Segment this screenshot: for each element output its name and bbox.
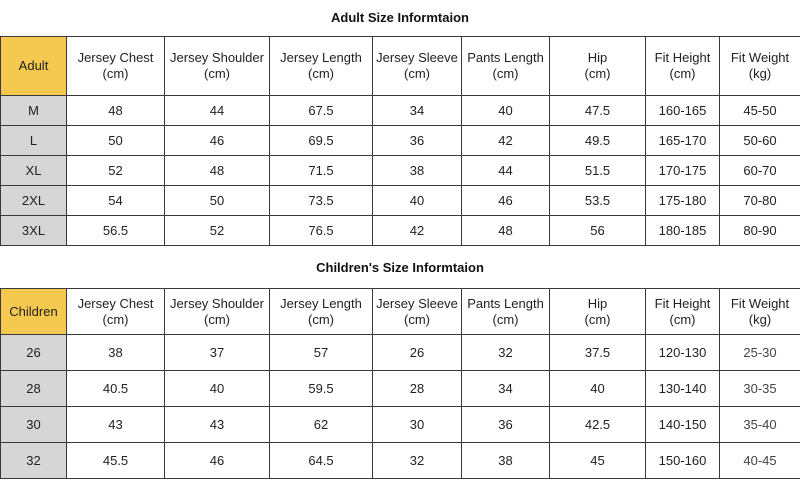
- table-cell: 40: [165, 371, 270, 407]
- table-cell: 35-40: [720, 407, 800, 443]
- table-cell: 36: [462, 407, 550, 443]
- table-cell: 56: [550, 216, 646, 246]
- table-cell: 32: [462, 335, 550, 371]
- table-cell: 71.5: [270, 156, 373, 186]
- size-label-cell: L: [1, 126, 67, 156]
- size-label-cell: 30: [1, 407, 67, 443]
- size-label-cell: M: [1, 96, 67, 126]
- table-cell: 73.5: [270, 186, 373, 216]
- size-label-cell: 3XL: [1, 216, 67, 246]
- adult-header-fit-weight: Fit Weight (kg): [720, 37, 800, 96]
- adult-header-jersey-length: Jersey Length (cm): [270, 37, 373, 96]
- table-cell: 50: [165, 186, 270, 216]
- table-cell: 38: [373, 156, 462, 186]
- adult-header-row: [1, 37, 800, 96]
- table-cell: 62: [270, 407, 373, 443]
- table-cell: 170-175: [646, 156, 720, 186]
- table-cell: 43: [67, 407, 165, 443]
- table-cell: 37.5: [550, 335, 646, 371]
- table-cell: 57: [270, 335, 373, 371]
- table-cell: 40.5: [67, 371, 165, 407]
- table-cell: 46: [462, 186, 550, 216]
- children-header-jersey-chest: Jersey Chest (cm): [67, 289, 165, 335]
- table-cell: 70-80: [720, 186, 800, 216]
- table-cell: 150-160: [646, 443, 720, 479]
- table-cell: 43: [165, 407, 270, 443]
- table-cell: 38: [462, 443, 550, 479]
- table-cell: 45: [550, 443, 646, 479]
- table-cell: 69.5: [270, 126, 373, 156]
- adult-header-pants-length: Pants Length (cm): [462, 37, 550, 96]
- adult-header-jersey-shoulder: Jersey Shoulder (cm): [165, 37, 270, 96]
- size-label-cell: XL: [1, 156, 67, 186]
- adult-header-fit-height: Fit Height (cm): [646, 37, 720, 96]
- adult-corner-cell: Adult: [1, 37, 67, 96]
- children-header-pants-length: Pants Length (cm): [462, 289, 550, 335]
- table-cell: 54: [67, 186, 165, 216]
- table-row: [1, 216, 800, 246]
- table-cell: 52: [67, 156, 165, 186]
- table-cell: 42: [373, 216, 462, 246]
- table-cell: 40-45: [720, 443, 800, 479]
- table-cell: 30: [373, 407, 462, 443]
- adult-header-jersey-chest: Jersey Chest (cm): [67, 37, 165, 96]
- table-cell: 38: [67, 335, 165, 371]
- table-cell: 53.5: [550, 186, 646, 216]
- children-header-jersey-sleeve: Jersey Sleeve (cm): [373, 289, 462, 335]
- table-cell: 175-180: [646, 186, 720, 216]
- children-header-fit-height: Fit Height (cm): [646, 289, 720, 335]
- table-cell: 48: [67, 96, 165, 126]
- table-cell: 40: [462, 96, 550, 126]
- size-label-cell: 2XL: [1, 186, 67, 216]
- table-cell: 37: [165, 335, 270, 371]
- children-header-jersey-shoulder: Jersey Shoulder (cm): [165, 289, 270, 335]
- table-cell: 60-70: [720, 156, 800, 186]
- table-cell: 34: [373, 96, 462, 126]
- table-cell: 36: [373, 126, 462, 156]
- size-label-cell: 28: [1, 371, 67, 407]
- table-cell: 67.5: [270, 96, 373, 126]
- adult-size-table: [0, 36, 800, 246]
- table-cell: 28: [373, 371, 462, 407]
- table-cell: 50: [67, 126, 165, 156]
- size-label-cell: 26: [1, 335, 67, 371]
- table-cell: 34: [462, 371, 550, 407]
- size-label-cell: 32: [1, 443, 67, 479]
- table-cell: 46: [165, 443, 270, 479]
- children-header-fit-weight: Fit Weight (kg): [720, 289, 800, 335]
- children-size-table: [0, 288, 800, 479]
- table-cell: 32: [373, 443, 462, 479]
- table-cell: 76.5: [270, 216, 373, 246]
- adult-section-title: Adult Size Informtaion: [331, 10, 469, 25]
- table-row: [1, 96, 800, 126]
- table-row: [1, 371, 800, 407]
- table-row: [1, 186, 800, 216]
- table-row: [1, 407, 800, 443]
- table-cell: 26: [373, 335, 462, 371]
- table-row: [1, 335, 800, 371]
- table-cell: 160-165: [646, 96, 720, 126]
- table-cell: 80-90: [720, 216, 800, 246]
- table-cell: 42: [462, 126, 550, 156]
- table-cell: 30-35: [720, 371, 800, 407]
- adult-header-hip: Hip (cm): [550, 37, 646, 96]
- table-cell: 56.5: [67, 216, 165, 246]
- table-cell: 180-185: [646, 216, 720, 246]
- table-row: [1, 156, 800, 186]
- table-cell: 47.5: [550, 96, 646, 126]
- table-cell: 49.5: [550, 126, 646, 156]
- table-cell: 140-150: [646, 407, 720, 443]
- table-cell: 50-60: [720, 126, 800, 156]
- table-cell: 51.5: [550, 156, 646, 186]
- table-cell: 45.5: [67, 443, 165, 479]
- table-cell: 44: [165, 96, 270, 126]
- table-cell: 120-130: [646, 335, 720, 371]
- children-corner-cell: Children: [1, 289, 67, 335]
- table-cell: 44: [462, 156, 550, 186]
- children-header-row: [1, 289, 800, 335]
- table-cell: 48: [165, 156, 270, 186]
- table-cell: 42.5: [550, 407, 646, 443]
- children-header-hip: Hip (cm): [550, 289, 646, 335]
- children-section-title: Children's Size Informtaion: [316, 260, 484, 275]
- table-row: [1, 126, 800, 156]
- children-header-jersey-length: Jersey Length (cm): [270, 289, 373, 335]
- table-cell: 46: [165, 126, 270, 156]
- table-cell: 130-140: [646, 371, 720, 407]
- table-cell: 48: [462, 216, 550, 246]
- table-cell: 64.5: [270, 443, 373, 479]
- table-cell: 40: [550, 371, 646, 407]
- table-row: [1, 443, 800, 479]
- table-cell: 45-50: [720, 96, 800, 126]
- table-cell: 52: [165, 216, 270, 246]
- table-cell: 40: [373, 186, 462, 216]
- table-cell: 165-170: [646, 126, 720, 156]
- table-cell: 25-30: [720, 335, 800, 371]
- adult-header-jersey-sleeve: Jersey Sleeve (cm): [373, 37, 462, 96]
- table-cell: 59.5: [270, 371, 373, 407]
